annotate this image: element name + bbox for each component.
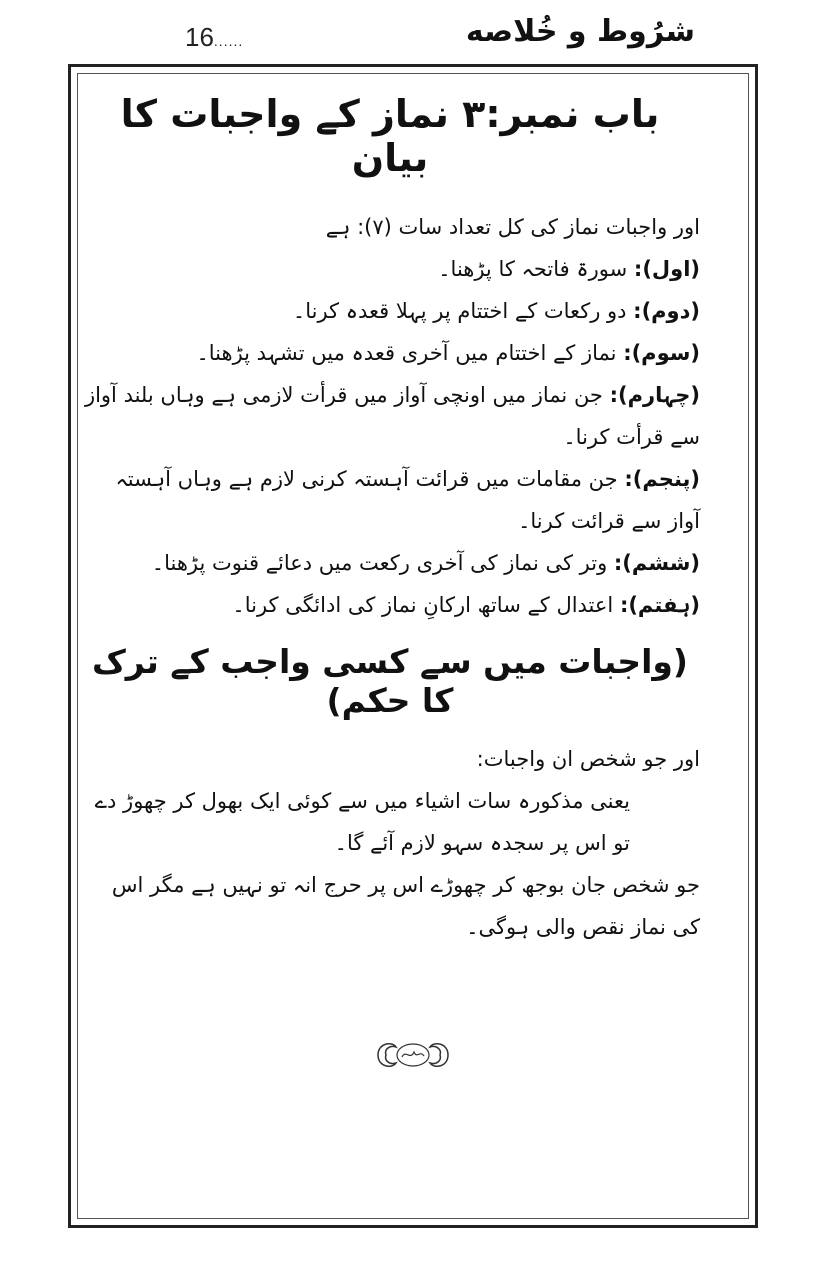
wajib-label: (اول): — [633, 257, 700, 281]
wajib-item-2 — [80, 290, 700, 332]
wajib-item-1 — [80, 248, 700, 290]
wajib-label: (پنجم): — [624, 467, 700, 491]
wajib-text: جن نماز میں اونچی آواز میں قرأت لازمی ہے وہاں بلند آواز سے قرأت کرنا۔ — [84, 383, 700, 449]
wajib-text: نماز کے اختتام میں آخری قعدہ میں تشہد پڑھنا۔ — [196, 341, 624, 365]
running-title: شرُوط و خُلاصه — [465, 14, 695, 49]
chapter-intro: اور واجبات نماز کی کل تعداد سات (۷): ہے — [325, 215, 700, 239]
page-content — [80, 82, 700, 948]
wajib-item-6 — [80, 542, 700, 584]
wajib-label: (ششم): — [613, 551, 700, 575]
wajib-label: (دوم): — [633, 299, 700, 323]
section-intro: اور جو شخص ان واجبات: — [476, 747, 700, 771]
chapter-title: باب نمبر:۳ نماز کے واجبات کا بیان — [120, 92, 660, 180]
section-paragraph-1: یعنی مذکورہ سات اشیاء میں سے کوئی ایک بھول کر چھوڑ دے تو اس پر سجدہ سہو لازم آئے گا۔ — [94, 789, 630, 855]
wajib-item-4 — [80, 374, 700, 458]
wajib-text: اعتدال کے ساتھ ارکانِ نماز کی ادائگی کرنا۔ — [232, 593, 620, 617]
page-number — [185, 22, 243, 53]
wajib-text: وتر کی نماز کی آخری رکعت میں دعائے قنوت پڑھنا۔ — [151, 551, 614, 575]
wajib-label: (چہارم): — [609, 383, 700, 407]
wajib-item-5 — [80, 458, 700, 542]
wajib-label: (ہفتم): — [619, 593, 700, 617]
page-number-value: 16 — [185, 22, 214, 52]
calligraphy-ornament-icon — [372, 1037, 454, 1073]
section-title: (واجبات میں سے کسی واجب کے ترک کا حکم) — [92, 642, 688, 720]
wajib-text: سورۃ فاتحہ کا پڑھنا۔ — [438, 257, 634, 281]
section-paragraph-2: جو شخص جان بوجھ کر چھوڑے اس پر حرج انہ تو نہیں ہے مگر اس کی نماز نقص والی ہوگی۔ — [111, 873, 700, 939]
wajib-text: جن مقامات میں قرائت آہستہ کرنی لازم ہے وہاں آہستہ آواز سے قرائت کرنا۔ — [115, 467, 700, 533]
wajib-item-3 — [80, 332, 700, 374]
wajib-item-7 — [80, 584, 700, 626]
wajib-label: (سوم): — [623, 341, 700, 365]
wajib-text: دو رکعات کے اختتام پر پہلا قعدہ کرنا۔ — [292, 299, 634, 323]
page-number-dots: ...... — [213, 33, 244, 49]
